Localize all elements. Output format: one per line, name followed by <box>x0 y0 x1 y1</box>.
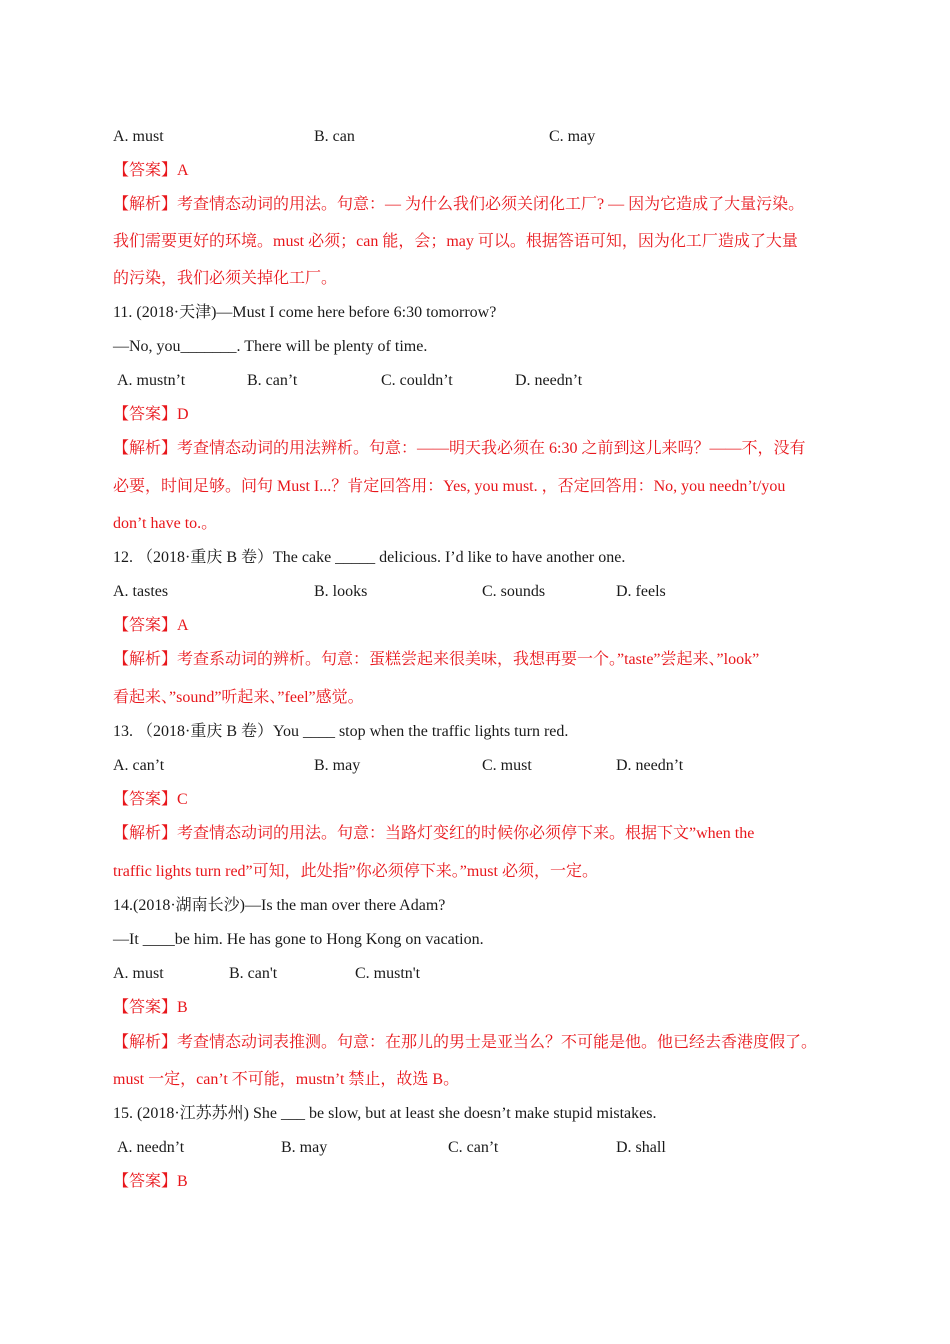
q13-analysis-line-1: 【解析】考查情态动词的用法。句意：当路灯变红的时候你必须停下来。根据下文”when the <box>113 825 755 842</box>
q11-analysis-line-2: 必要，时间足够。问句 Must I...？肯定回答用：Yes, you must. ，否定回答用：No, you needn’t/you <box>113 478 786 495</box>
q10-analysis-line-3: 的污染，我们必须关掉化工厂。 <box>113 270 338 287</box>
option-c: C. mustn't <box>355 965 421 982</box>
option-c: C. sounds <box>482 583 546 600</box>
option-d: D. needn’t <box>616 757 684 774</box>
q10-analysis-line-2: 我们需要更好的环境。must 必须；can 能，会；may 可以。根据答语可知，因为化工厂造成了大量 <box>113 233 798 250</box>
q14-stem-reply: —It ____be him. He has gone to Hong Kong on vacation. <box>113 931 484 948</box>
q14-answer: 【答案】B <box>113 999 188 1016</box>
q13-answer: 【答案】C <box>113 791 188 808</box>
option-a: A. tastes <box>113 583 169 600</box>
option-b: B. may <box>314 757 361 774</box>
option-c: C. may <box>549 128 596 145</box>
q10-answer: 【答案】A <box>113 162 189 179</box>
q14-analysis-line-2: must 一定，can’t 不可能，mustn’t 禁止，故选 B。 <box>113 1071 460 1088</box>
q11-stem-reply: —No, you_______. There will be plenty of time. <box>113 338 428 355</box>
q12-stem: 12. （2018·重庆 B 卷）The cake _____ delicious. I’d like to have another one. <box>113 549 626 566</box>
option-b: B. can <box>314 128 355 145</box>
option-d: D. shall <box>616 1139 666 1156</box>
q11-analysis-line-1: 【解析】考查情态动词的用法辨析。句意：——明天我必须在 6:30 之前到这儿来吗？——不，没有 <box>113 440 806 457</box>
option-a: A. mustn’t <box>117 372 186 389</box>
option-b: B. can't <box>229 965 278 982</box>
option-d: D. feels <box>616 583 666 600</box>
option-a: A. must <box>113 965 164 982</box>
q11-stem: 11. (2018·天津)—Must I come here before 6:30 tomorrow? <box>113 304 497 321</box>
q13-stem: 13. （2018·重庆 B 卷）You ____ stop when the traffic lights turn red. <box>113 723 569 740</box>
q14-analysis-line-1: 【解析】考查情态动词表推测。句意：在那儿的男士是亚当么？不可能是他。他已经去香港度假了。 <box>113 1034 818 1051</box>
option-b: B. may <box>281 1139 328 1156</box>
q12-analysis-line-2: 看起来、”sound”听起来、”feel”感觉。 <box>113 689 364 706</box>
option-c: C. must <box>482 757 532 774</box>
q11-answer: 【答案】D <box>113 406 189 423</box>
option-c: C. couldn’t <box>381 372 453 389</box>
q10-analysis-line-1: 【解析】考查情态动词的用法。句意：— 为什么我们必须关闭化工厂? — 因为它造成了大量污染。 <box>113 196 805 213</box>
option-a: A. must <box>113 128 164 145</box>
option-b: B. looks <box>314 583 368 600</box>
option-b: B. can’t <box>247 372 298 389</box>
option-a: A. can’t <box>113 757 165 774</box>
q15-stem: 15. (2018·江苏苏州) She ___ be slow, but at least she doesn’t make stupid mistakes. <box>113 1105 657 1122</box>
q14-stem: 14.(2018·湖南长沙)—Is the man over there Adam? <box>113 897 446 914</box>
option-a: A. needn’t <box>117 1139 185 1156</box>
q12-analysis-line-1: 【解析】考查系动词的辨析。句意：蛋糕尝起来很美味，我想再要一个。”taste”尝起来、”look” <box>113 651 760 668</box>
q15-answer: 【答案】B <box>113 1173 188 1190</box>
q11-analysis-line-3: don’t have to.。 <box>113 515 218 532</box>
q13-analysis-line-2: traffic lights turn red”可知，此处指”你必须停下来。”must 必须，一定。 <box>113 863 598 880</box>
q12-answer: 【答案】A <box>113 617 189 634</box>
option-d: D. needn’t <box>515 372 583 389</box>
option-c: C. can’t <box>448 1139 499 1156</box>
